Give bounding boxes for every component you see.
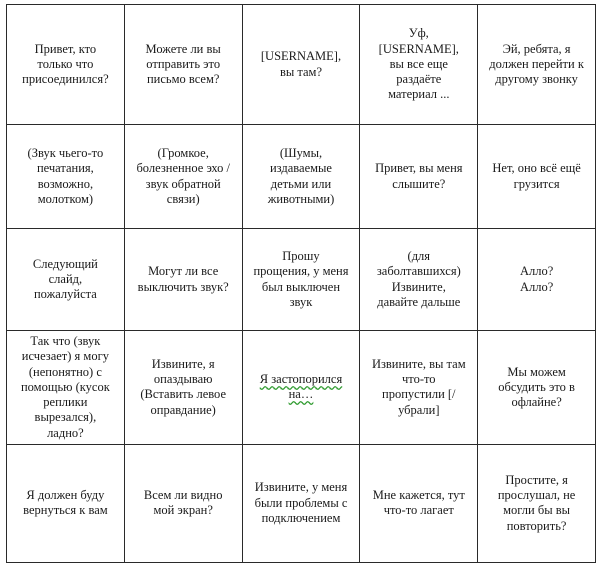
cell-5-2 [124,444,242,562]
cell-3-1 [7,229,125,331]
cell-1-2 [124,5,242,125]
cell-text: Извините, я опаздываю (Вставить левое оправдание) [140,356,227,417]
cell-1-4 [360,5,478,125]
grid-row-4 [7,331,596,445]
grid-row-1 [7,5,596,125]
cell-text: Привет, вы меня слышите? [375,161,463,191]
grid-row-2 [7,125,596,229]
bingo-grid [6,4,596,563]
cell-text: (для заболтавшихся) Извините, давайте дальше [376,249,461,309]
cell-text: Мы можем обсудить это в офлайне? [498,364,575,409]
cell-4-3 [242,331,360,445]
cell-text: Я застопорился на… [259,372,343,402]
cell-4-4 [360,331,478,445]
cell-3-4 [360,229,478,331]
cell-4-2 [124,331,242,445]
cell-3-3 [242,229,360,331]
cell-5-3 [242,444,360,562]
cell-1-5 [478,5,596,125]
cell-2-3 [242,125,360,229]
cell-text: Следующий слайд, пожалуйста [32,256,98,302]
cell-text: Уф, [USERNAME], вы все еще раздаёте материал ... [378,26,459,102]
cell-text: Эй, ребята, я должен перейти к другому звонку [489,41,584,87]
cell-text: Прошу прощения, у меня был выключен звук [253,249,349,309]
cell-text: Всем ли видно мой экран? [143,488,223,518]
cell-text: Так что (звук исчезает) я могу (непонятно) с помощью (кусок реплики вырезался), ладно? [20,334,110,440]
cell-1-1 [7,5,125,125]
cell-text: Могут ли все выключить звук? [137,264,229,294]
cell-2-1 [7,125,125,229]
cell-text: Извините, вы там что-то пропустили [/убрали] [371,356,466,417]
cell-text: Можете ли вы отправить это письмо всем? [145,41,221,87]
cell-text: Извините, у меня были проблемы с подключением [254,480,348,525]
cell-2-2 [124,125,242,229]
cell-text: Мне кажется, тут что-то лагает [372,488,465,518]
cell-5-4 [360,444,478,562]
cell-2-4 [360,125,478,229]
cell-text: (Звук чьего-то печатания, возможно, молотком) [27,146,104,206]
grid-row-5 [7,444,596,562]
cell-text: Простите, я прослушал, не могли бы вы повторить? [497,472,576,533]
cell-5-5 [478,444,596,562]
cell-4-1 [7,331,125,445]
cell-text: Нет, оно всё ещё грузится [492,161,581,191]
cell-1-3 [242,5,360,125]
cell-text: Алло? Алло? [519,264,554,294]
cell-5-1 [7,444,125,562]
cell-text: (Громкое, болезненное эхо / звук обратной связи) [136,146,230,206]
cell-text: Я должен буду вернуться к вам [23,488,108,518]
cell-3-5 [478,229,596,331]
grid-row-3 [7,229,596,331]
cell-text: (Шумы, издаваемые детьми или животными) [267,146,335,206]
cell-text: Привет, кто только что присоединился? [22,41,109,87]
cell-text: [USERNAME], вы там? [260,49,342,79]
cell-3-2 [124,229,242,331]
cell-4-5 [478,331,596,445]
cell-2-5 [478,125,596,229]
